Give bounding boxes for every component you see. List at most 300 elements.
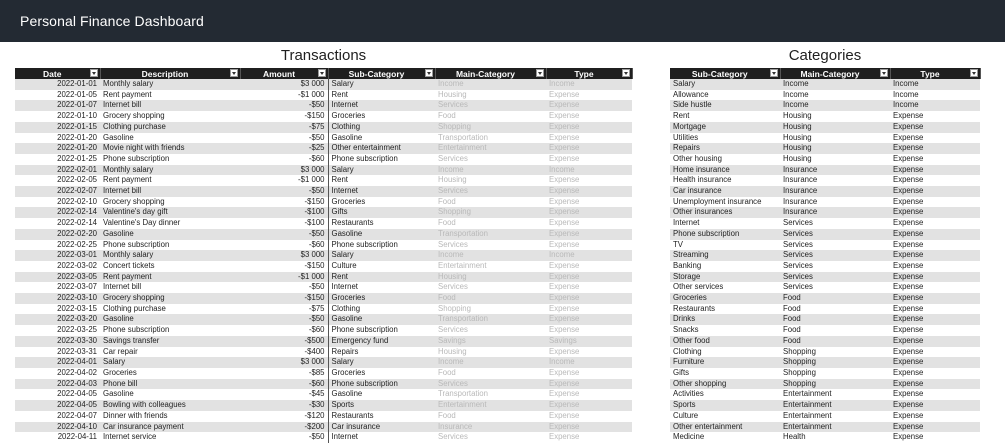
category-row[interactable] xyxy=(670,379,980,390)
amount-cell[interactable]: -$60 xyxy=(240,379,328,390)
category-row[interactable] xyxy=(670,389,980,400)
main-category-cell[interactable]: Entertainment xyxy=(435,400,546,411)
type-cell[interactable]: Expense xyxy=(890,240,980,251)
category-row[interactable] xyxy=(670,122,980,133)
date-cell[interactable]: 2022-01-05 xyxy=(15,90,100,101)
amount-cell[interactable]: -$50 xyxy=(240,282,328,293)
main-category-cell[interactable]: Services xyxy=(435,432,546,443)
category-row[interactable] xyxy=(670,100,980,111)
main-category-cell[interactable]: Insurance xyxy=(780,207,890,218)
description-cell[interactable]: Grocery shopping xyxy=(100,293,240,304)
sub-category-cell[interactable]: Salary xyxy=(328,165,435,176)
main-category-cell[interactable]: Shopping xyxy=(780,379,890,390)
main-category-cell[interactable]: Housing xyxy=(435,90,546,101)
type-cell[interactable]: Savings xyxy=(546,336,632,347)
main-category-cell[interactable]: Food xyxy=(780,304,890,315)
description-cell[interactable]: Valentine's day gift xyxy=(100,207,240,218)
date-cell[interactable]: 2022-03-30 xyxy=(15,336,100,347)
date-cell[interactable]: 2022-03-02 xyxy=(15,261,100,272)
description-cell[interactable]: Rent payment xyxy=(100,175,240,186)
type-cell[interactable]: Income xyxy=(890,79,980,90)
date-cell[interactable]: 2022-01-25 xyxy=(15,154,100,165)
type-cell[interactable]: Expense xyxy=(890,154,980,165)
sub-category-cell[interactable]: Repairs xyxy=(328,347,435,358)
type-cell[interactable]: Expense xyxy=(546,218,632,229)
type-cell[interactable]: Expense xyxy=(546,154,632,165)
transaction-row[interactable] xyxy=(15,79,632,90)
type-cell[interactable]: Expense xyxy=(546,186,632,197)
description-cell[interactable]: Movie night with friends xyxy=(100,143,240,154)
type-cell[interactable]: Expense xyxy=(890,272,980,283)
transaction-row[interactable] xyxy=(15,357,632,368)
description-cell[interactable]: Internet bill xyxy=(100,186,240,197)
filter-dropdown-icon[interactable] xyxy=(90,69,98,77)
type-cell[interactable]: Expense xyxy=(890,197,980,208)
amount-cell[interactable]: $3 000 xyxy=(240,165,328,176)
sub-category-cell[interactable]: Streaming xyxy=(670,250,780,261)
amount-cell[interactable]: -$25 xyxy=(240,143,328,154)
sub-category-cell[interactable]: Emergency fund xyxy=(328,336,435,347)
description-cell[interactable]: Monthly salary xyxy=(100,165,240,176)
description-cell[interactable]: Grocery shopping xyxy=(100,197,240,208)
main-category-cell[interactable]: Housing xyxy=(780,122,890,133)
transaction-row[interactable] xyxy=(15,90,632,101)
category-row[interactable] xyxy=(670,357,980,368)
amount-cell[interactable]: $3 000 xyxy=(240,357,328,368)
description-cell[interactable]: Car repair xyxy=(100,347,240,358)
main-category-cell[interactable]: Income xyxy=(435,165,546,176)
sub-category-cell[interactable]: Mortgage xyxy=(670,122,780,133)
main-category-cell[interactable]: Food xyxy=(435,218,546,229)
sub-category-cell[interactable]: Repairs xyxy=(670,143,780,154)
main-category-cell[interactable]: Housing xyxy=(780,133,890,144)
date-cell[interactable]: 2022-04-07 xyxy=(15,411,100,422)
sub-category-cell[interactable]: Clothing xyxy=(670,347,780,358)
transaction-row[interactable] xyxy=(15,229,632,240)
type-cell[interactable]: Expense xyxy=(890,357,980,368)
main-category-cell[interactable]: Shopping xyxy=(435,207,546,218)
type-cell[interactable]: Expense xyxy=(890,314,980,325)
type-cell[interactable]: Expense xyxy=(546,368,632,379)
category-row[interactable] xyxy=(670,422,980,433)
filter-dropdown-icon[interactable] xyxy=(770,69,778,77)
main-category-cell[interactable]: Services xyxy=(780,229,890,240)
filter-dropdown-icon[interactable] xyxy=(425,69,433,77)
transaction-row[interactable] xyxy=(15,218,632,229)
main-category-cell[interactable]: Income xyxy=(780,100,890,111)
type-cell[interactable]: Income xyxy=(546,165,632,176)
category-row[interactable] xyxy=(670,79,980,90)
main-category-cell[interactable]: Food xyxy=(780,336,890,347)
amount-cell[interactable]: -$45 xyxy=(240,389,328,400)
filter-dropdown-icon[interactable] xyxy=(970,69,978,77)
filter-dropdown-icon[interactable] xyxy=(230,69,238,77)
transaction-row[interactable] xyxy=(15,122,632,133)
sub-category-cell[interactable]: Internet xyxy=(328,186,435,197)
main-category-cell[interactable]: Services xyxy=(435,154,546,165)
date-cell[interactable]: 2022-04-10 xyxy=(15,422,100,433)
category-row[interactable] xyxy=(670,314,980,325)
sub-category-cell[interactable]: Clothing xyxy=(328,304,435,315)
type-cell[interactable]: Expense xyxy=(890,218,980,229)
category-row[interactable] xyxy=(670,90,980,101)
main-category-cell[interactable]: Shopping xyxy=(780,357,890,368)
date-cell[interactable]: 2022-04-01 xyxy=(15,357,100,368)
type-cell[interactable]: Expense xyxy=(546,143,632,154)
transaction-row[interactable] xyxy=(15,240,632,251)
transaction-row[interactable] xyxy=(15,422,632,433)
main-category-cell[interactable]: Services xyxy=(780,250,890,261)
description-cell[interactable]: Gasoline xyxy=(100,389,240,400)
category-row[interactable] xyxy=(670,186,980,197)
date-cell[interactable]: 2022-03-05 xyxy=(15,272,100,283)
main-category-cell[interactable]: Services xyxy=(780,218,890,229)
type-cell[interactable]: Expense xyxy=(890,432,980,443)
date-cell[interactable]: 2022-03-31 xyxy=(15,347,100,358)
category-row[interactable] xyxy=(670,368,980,379)
description-cell[interactable]: Grocery shopping xyxy=(100,111,240,122)
type-cell[interactable]: Expense xyxy=(890,400,980,411)
main-category-cell[interactable]: Savings xyxy=(435,336,546,347)
sub-category-cell[interactable]: Culture xyxy=(670,411,780,422)
main-category-cell[interactable]: Services xyxy=(435,240,546,251)
category-row[interactable] xyxy=(670,154,980,165)
sub-category-cell[interactable]: Gasoline xyxy=(328,389,435,400)
sub-category-cell[interactable]: Groceries xyxy=(328,293,435,304)
sub-category-cell[interactable]: Medicine xyxy=(670,432,780,443)
sub-category-cell[interactable]: Banking xyxy=(670,261,780,272)
transaction-row[interactable] xyxy=(15,282,632,293)
main-category-cell[interactable]: Services xyxy=(435,186,546,197)
date-cell[interactable]: 2022-03-01 xyxy=(15,250,100,261)
amount-cell[interactable]: -$50 xyxy=(240,100,328,111)
sub-category-cell[interactable]: Rent xyxy=(328,175,435,186)
sub-category-cell[interactable]: Activities xyxy=(670,389,780,400)
date-cell[interactable]: 2022-04-11 xyxy=(15,432,100,443)
sub-category-cell[interactable]: Rent xyxy=(328,272,435,283)
category-row[interactable] xyxy=(670,261,980,272)
sub-category-cell[interactable]: Internet xyxy=(328,432,435,443)
main-category-cell[interactable]: Food xyxy=(435,293,546,304)
sub-category-cell[interactable]: Allowance xyxy=(670,90,780,101)
transaction-row[interactable] xyxy=(15,111,632,122)
main-category-cell[interactable]: Housing xyxy=(780,154,890,165)
main-category-cell[interactable]: Services xyxy=(780,282,890,293)
type-cell[interactable]: Expense xyxy=(546,90,632,101)
type-cell[interactable]: Expense xyxy=(546,379,632,390)
category-row[interactable] xyxy=(670,411,980,422)
sub-category-cell[interactable]: Rent xyxy=(328,90,435,101)
main-category-cell[interactable]: Food xyxy=(435,411,546,422)
amount-cell[interactable]: -$100 xyxy=(240,218,328,229)
transaction-row[interactable] xyxy=(15,143,632,154)
category-row[interactable] xyxy=(670,175,980,186)
sub-category-cell[interactable]: Salary xyxy=(328,250,435,261)
type-cell[interactable]: Income xyxy=(890,100,980,111)
amount-cell[interactable]: -$60 xyxy=(240,240,328,251)
type-cell[interactable]: Expense xyxy=(890,293,980,304)
sub-category-cell[interactable]: Clothing xyxy=(328,122,435,133)
type-cell[interactable]: Expense xyxy=(546,111,632,122)
type-cell[interactable]: Income xyxy=(546,357,632,368)
filter-dropdown-icon[interactable] xyxy=(622,69,630,77)
amount-cell[interactable]: -$150 xyxy=(240,293,328,304)
sub-category-cell[interactable]: Other entertainment xyxy=(670,422,780,433)
transaction-row[interactable] xyxy=(15,347,632,358)
type-cell[interactable]: Expense xyxy=(890,122,980,133)
transaction-row[interactable] xyxy=(15,165,632,176)
transaction-row[interactable] xyxy=(15,250,632,261)
main-category-cell[interactable]: Shopping xyxy=(435,304,546,315)
transaction-row[interactable] xyxy=(15,411,632,422)
date-cell[interactable]: 2022-02-05 xyxy=(15,175,100,186)
transaction-row[interactable] xyxy=(15,293,632,304)
description-cell[interactable]: Groceries xyxy=(100,368,240,379)
sub-category-cell[interactable]: Sports xyxy=(328,400,435,411)
sub-category-cell[interactable]: Drinks xyxy=(670,314,780,325)
description-cell[interactable]: Car insurance payment xyxy=(100,422,240,433)
transaction-row[interactable] xyxy=(15,272,632,283)
date-cell[interactable]: 2022-02-14 xyxy=(15,218,100,229)
transaction-row[interactable] xyxy=(15,389,632,400)
type-cell[interactable]: Expense xyxy=(546,432,632,443)
type-cell[interactable]: Expense xyxy=(890,207,980,218)
sub-category-cell[interactable]: Salary xyxy=(670,79,780,90)
date-cell[interactable]: 2022-01-15 xyxy=(15,122,100,133)
type-cell[interactable]: Expense xyxy=(890,336,980,347)
main-category-cell[interactable]: Entertainment xyxy=(435,261,546,272)
description-cell[interactable]: Internet bill xyxy=(100,100,240,111)
amount-cell[interactable]: -$150 xyxy=(240,111,328,122)
main-category-cell[interactable]: Transportation xyxy=(435,389,546,400)
sub-category-cell[interactable]: Internet xyxy=(328,100,435,111)
type-cell[interactable]: Expense xyxy=(890,229,980,240)
main-category-cell[interactable]: Services xyxy=(780,261,890,272)
description-cell[interactable]: Monthly salary xyxy=(100,79,240,90)
description-cell[interactable]: Savings transfer xyxy=(100,336,240,347)
main-category-cell[interactable]: Income xyxy=(780,79,890,90)
type-cell[interactable]: Income xyxy=(546,250,632,261)
transaction-row[interactable] xyxy=(15,432,632,443)
main-category-cell[interactable]: Income xyxy=(435,357,546,368)
type-cell[interactable]: Expense xyxy=(546,400,632,411)
amount-cell[interactable]: $3 000 xyxy=(240,79,328,90)
description-cell[interactable]: Phone subscription xyxy=(100,325,240,336)
main-category-cell[interactable]: Housing xyxy=(780,111,890,122)
filter-dropdown-icon[interactable] xyxy=(318,69,326,77)
date-cell[interactable]: 2022-01-20 xyxy=(15,133,100,144)
date-cell[interactable]: 2022-04-05 xyxy=(15,389,100,400)
sub-category-cell[interactable]: Health insurance xyxy=(670,175,780,186)
main-category-cell[interactable]: Housing xyxy=(435,175,546,186)
transaction-row[interactable] xyxy=(15,186,632,197)
sub-category-cell[interactable]: Culture xyxy=(328,261,435,272)
main-category-cell[interactable]: Food xyxy=(435,197,546,208)
sub-category-cell[interactable]: Salary xyxy=(328,79,435,90)
sub-category-cell[interactable]: Internet xyxy=(670,218,780,229)
amount-cell[interactable]: -$50 xyxy=(240,133,328,144)
category-row[interactable] xyxy=(670,293,980,304)
main-category-cell[interactable]: Food xyxy=(435,368,546,379)
description-cell[interactable]: Dinner with friends xyxy=(100,411,240,422)
description-cell[interactable]: Gasoline xyxy=(100,229,240,240)
main-category-cell[interactable]: Income xyxy=(780,90,890,101)
type-cell[interactable]: Expense xyxy=(546,261,632,272)
transaction-row[interactable] xyxy=(15,400,632,411)
amount-cell[interactable]: -$85 xyxy=(240,368,328,379)
sub-category-cell[interactable]: Internet xyxy=(328,282,435,293)
type-cell[interactable]: Expense xyxy=(546,229,632,240)
amount-cell[interactable]: -$400 xyxy=(240,347,328,358)
type-cell[interactable]: Expense xyxy=(890,325,980,336)
sub-category-cell[interactable]: Other housing xyxy=(670,154,780,165)
type-cell[interactable]: Income xyxy=(546,79,632,90)
amount-cell[interactable]: -$75 xyxy=(240,122,328,133)
main-category-cell[interactable]: Housing xyxy=(435,272,546,283)
type-cell[interactable]: Expense xyxy=(890,111,980,122)
sub-category-cell[interactable]: Furniture xyxy=(670,357,780,368)
main-category-cell[interactable]: Services xyxy=(435,282,546,293)
amount-cell[interactable]: -$1 000 xyxy=(240,90,328,101)
main-category-cell[interactable]: Entertainment xyxy=(780,422,890,433)
type-cell[interactable]: Expense xyxy=(890,261,980,272)
category-row[interactable] xyxy=(670,400,980,411)
description-cell[interactable]: Rent payment xyxy=(100,90,240,101)
sub-category-cell[interactable]: Unemployment insurance xyxy=(670,197,780,208)
sub-category-cell[interactable]: Salary xyxy=(328,357,435,368)
amount-cell[interactable]: -$150 xyxy=(240,197,328,208)
transaction-row[interactable] xyxy=(15,336,632,347)
type-cell[interactable]: Expense xyxy=(546,293,632,304)
main-category-cell[interactable]: Shopping xyxy=(780,347,890,358)
sub-category-cell[interactable]: Other insurances xyxy=(670,207,780,218)
category-row[interactable] xyxy=(670,240,980,251)
type-cell[interactable]: Expense xyxy=(890,165,980,176)
amount-cell[interactable]: -$50 xyxy=(240,186,328,197)
sub-category-cell[interactable]: Car insurance xyxy=(328,422,435,433)
main-category-cell[interactable]: Insurance xyxy=(780,175,890,186)
transaction-row[interactable] xyxy=(15,304,632,315)
date-cell[interactable]: 2022-01-01 xyxy=(15,79,100,90)
main-category-cell[interactable]: Transportation xyxy=(435,314,546,325)
type-cell[interactable]: Expense xyxy=(546,422,632,433)
sub-category-cell[interactable]: Gasoline xyxy=(328,133,435,144)
date-cell[interactable]: 2022-01-07 xyxy=(15,100,100,111)
sub-category-cell[interactable]: Storage xyxy=(670,272,780,283)
type-cell[interactable]: Expense xyxy=(890,304,980,315)
description-cell[interactable]: Bowling with colleagues xyxy=(100,400,240,411)
date-cell[interactable]: 2022-02-07 xyxy=(15,186,100,197)
date-cell[interactable]: 2022-04-02 xyxy=(15,368,100,379)
type-cell[interactable]: Expense xyxy=(546,207,632,218)
type-cell[interactable]: Expense xyxy=(890,250,980,261)
main-category-cell[interactable]: Housing xyxy=(435,347,546,358)
amount-cell[interactable]: -$60 xyxy=(240,154,328,165)
category-row[interactable] xyxy=(670,143,980,154)
date-cell[interactable]: 2022-04-05 xyxy=(15,400,100,411)
transaction-row[interactable] xyxy=(15,261,632,272)
sub-category-cell[interactable]: Other food xyxy=(670,336,780,347)
sub-category-cell[interactable]: Other entertainment xyxy=(328,143,435,154)
main-category-cell[interactable]: Income xyxy=(435,79,546,90)
category-row[interactable] xyxy=(670,347,980,358)
date-cell[interactable]: 2022-03-10 xyxy=(15,293,100,304)
main-category-cell[interactable]: Food xyxy=(780,314,890,325)
main-category-cell[interactable]: Entertainment xyxy=(780,389,890,400)
category-row[interactable] xyxy=(670,165,980,176)
type-cell[interactable]: Expense xyxy=(890,282,980,293)
category-row[interactable] xyxy=(670,197,980,208)
sub-category-cell[interactable]: TV xyxy=(670,240,780,251)
type-cell[interactable]: Expense xyxy=(890,175,980,186)
type-cell[interactable]: Expense xyxy=(546,314,632,325)
main-category-cell[interactable]: Entertainment xyxy=(435,143,546,154)
sub-category-cell[interactable]: Utilities xyxy=(670,133,780,144)
amount-cell[interactable]: -$50 xyxy=(240,314,328,325)
amount-cell[interactable]: -$50 xyxy=(240,229,328,240)
main-category-cell[interactable]: Entertainment xyxy=(780,400,890,411)
amount-cell[interactable]: -$1 000 xyxy=(240,272,328,283)
main-category-cell[interactable]: Food xyxy=(435,111,546,122)
date-cell[interactable]: 2022-01-20 xyxy=(15,143,100,154)
transaction-row[interactable] xyxy=(15,325,632,336)
main-category-cell[interactable]: Income xyxy=(435,250,546,261)
date-cell[interactable]: 2022-02-01 xyxy=(15,165,100,176)
main-category-cell[interactable]: Services xyxy=(780,272,890,283)
category-row[interactable] xyxy=(670,325,980,336)
date-cell[interactable]: 2022-03-15 xyxy=(15,304,100,315)
type-cell[interactable]: Expense xyxy=(546,197,632,208)
sub-category-cell[interactable]: Groceries xyxy=(328,368,435,379)
type-cell[interactable]: Expense xyxy=(546,411,632,422)
amount-cell[interactable]: -$50 xyxy=(240,432,328,443)
date-cell[interactable]: 2022-01-10 xyxy=(15,111,100,122)
category-row[interactable] xyxy=(670,336,980,347)
category-row[interactable] xyxy=(670,432,980,443)
description-cell[interactable]: Gasoline xyxy=(100,314,240,325)
category-row[interactable] xyxy=(670,304,980,315)
main-category-cell[interactable]: Housing xyxy=(780,143,890,154)
sub-category-cell[interactable]: Restaurants xyxy=(670,304,780,315)
date-cell[interactable]: 2022-04-03 xyxy=(15,379,100,390)
type-cell[interactable]: Expense xyxy=(890,379,980,390)
sub-category-cell[interactable]: Side hustle xyxy=(670,100,780,111)
category-row[interactable] xyxy=(670,207,980,218)
description-cell[interactable]: Internet bill xyxy=(100,282,240,293)
type-cell[interactable]: Expense xyxy=(546,240,632,251)
date-cell[interactable]: 2022-03-20 xyxy=(15,314,100,325)
sub-category-cell[interactable]: Gifts xyxy=(328,207,435,218)
description-cell[interactable]: Clothing purchase xyxy=(100,304,240,315)
amount-cell[interactable]: -$30 xyxy=(240,400,328,411)
type-cell[interactable]: Expense xyxy=(546,325,632,336)
type-cell[interactable]: Expense xyxy=(890,347,980,358)
description-cell[interactable]: Salary xyxy=(100,357,240,368)
type-cell[interactable]: Expense xyxy=(546,272,632,283)
description-cell[interactable]: Internet service xyxy=(100,432,240,443)
description-cell[interactable]: Monthly salary xyxy=(100,250,240,261)
transaction-row[interactable] xyxy=(15,379,632,390)
category-row[interactable] xyxy=(670,111,980,122)
sub-category-cell[interactable]: Gasoline xyxy=(328,314,435,325)
amount-cell[interactable]: -$120 xyxy=(240,411,328,422)
sub-category-cell[interactable]: Phone subscription xyxy=(328,325,435,336)
type-cell[interactable]: Expense xyxy=(890,133,980,144)
type-cell[interactable]: Expense xyxy=(546,282,632,293)
sub-category-cell[interactable]: Other services xyxy=(670,282,780,293)
sub-category-cell[interactable]: Groceries xyxy=(670,293,780,304)
description-cell[interactable]: Phone subscription xyxy=(100,154,240,165)
